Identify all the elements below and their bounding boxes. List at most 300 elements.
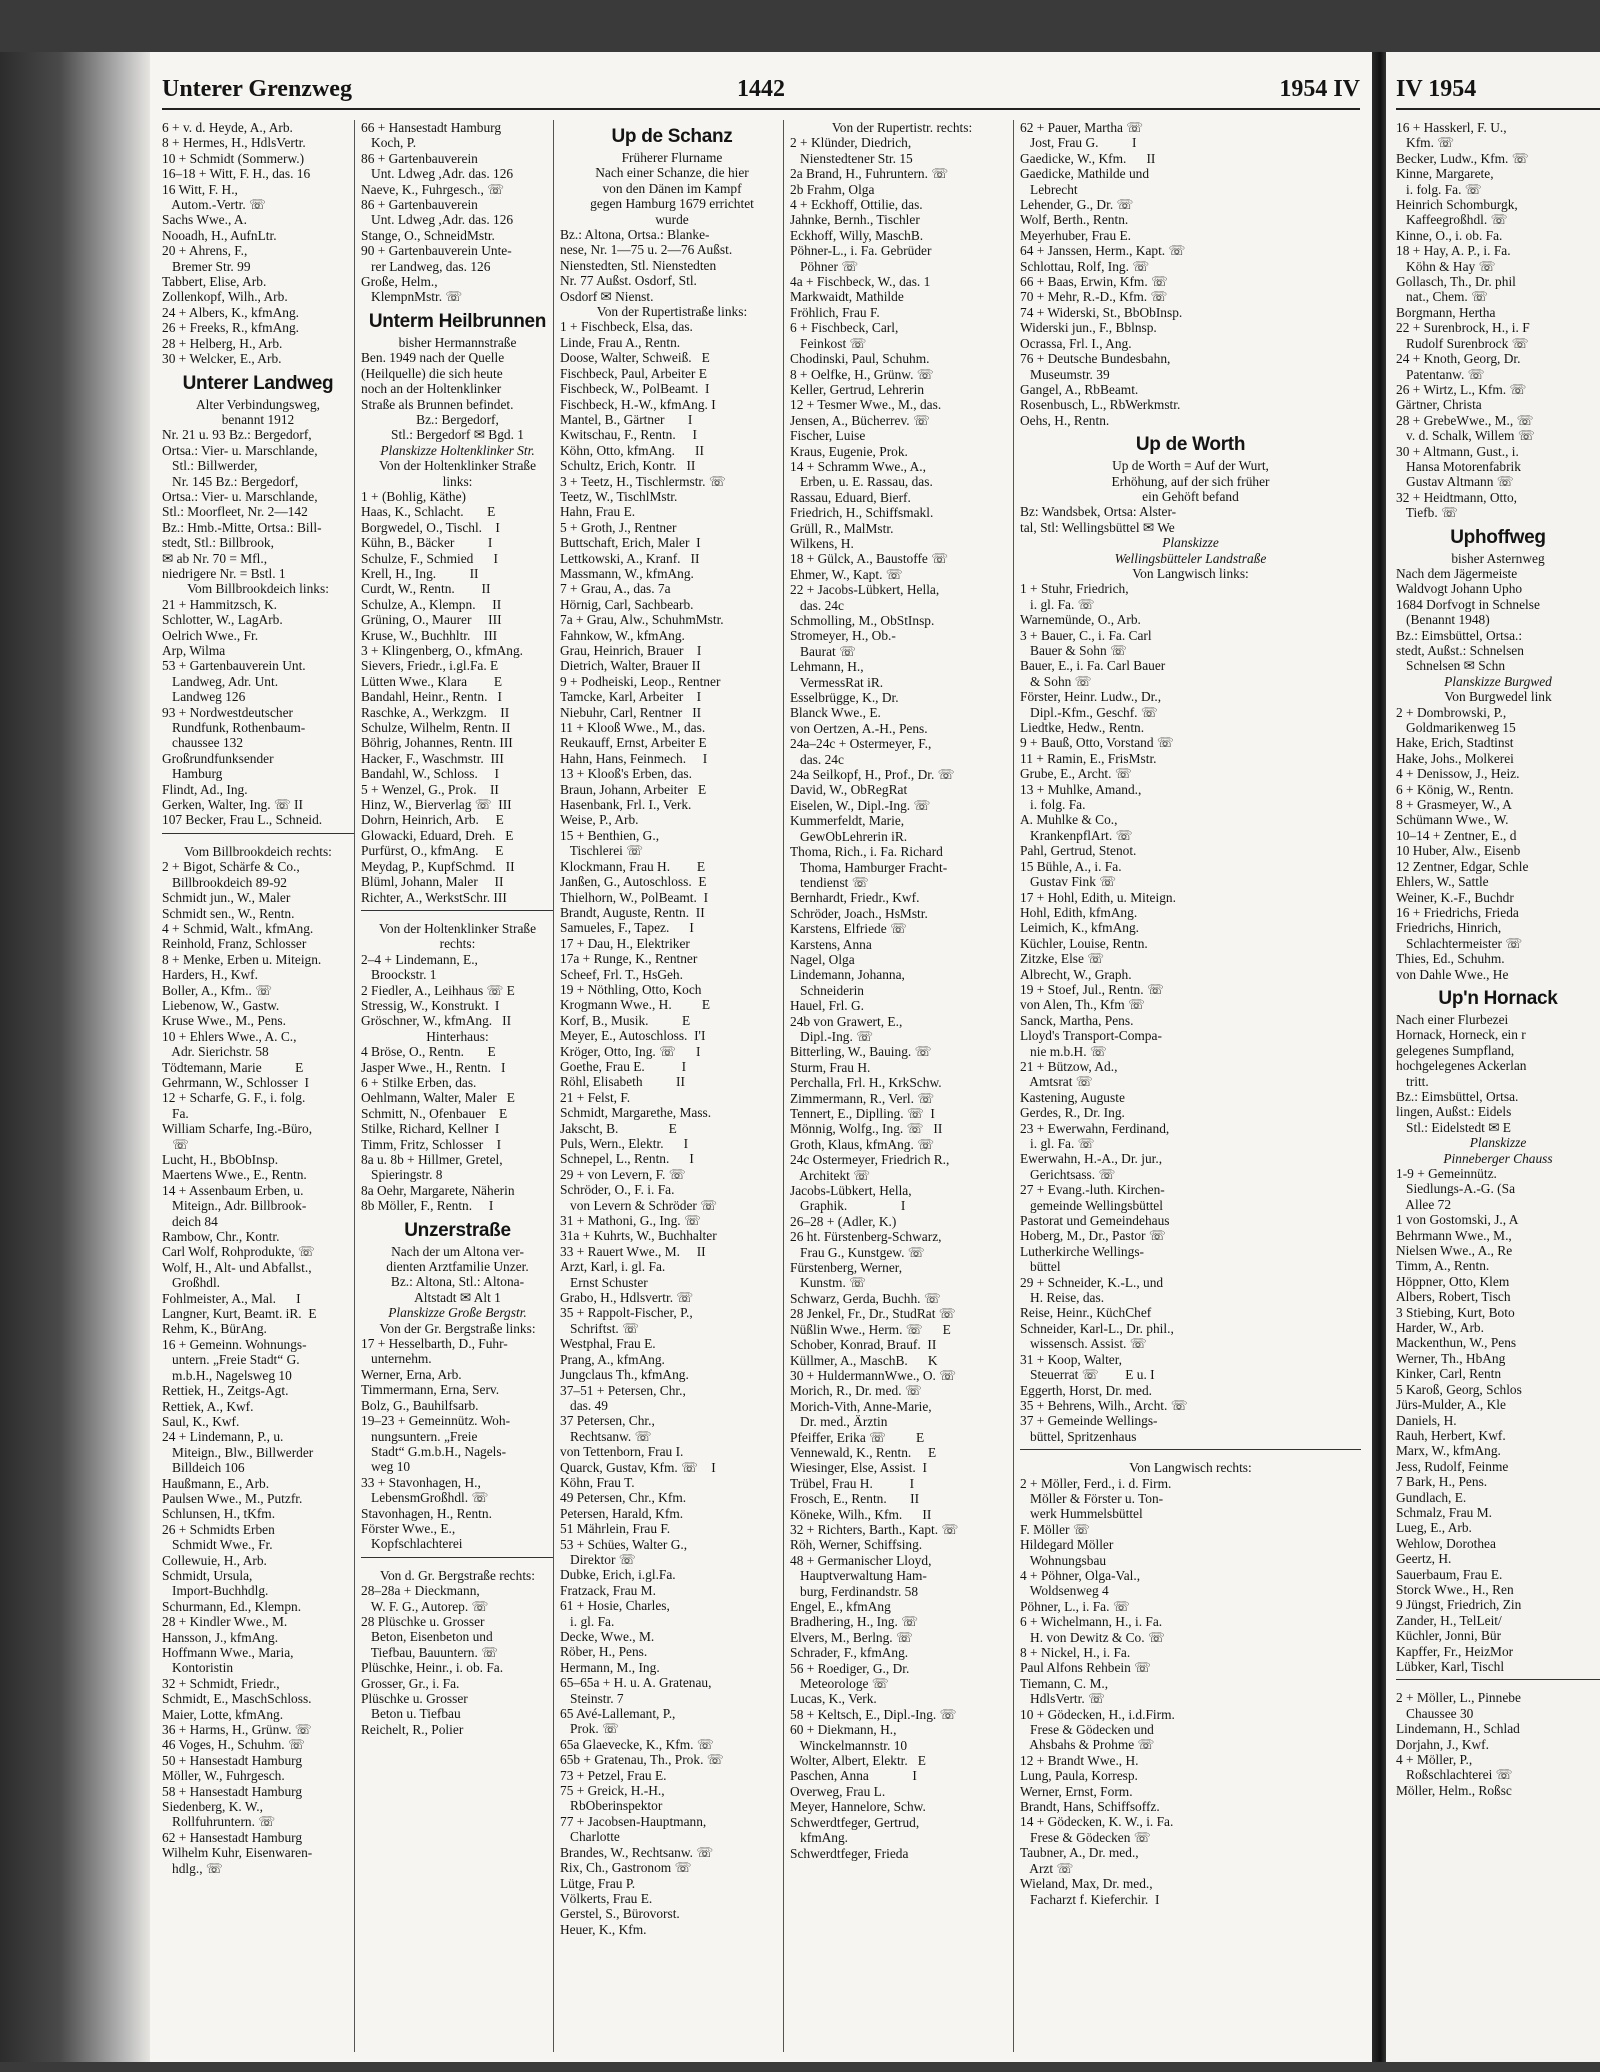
directory-entry: 3 Stiebing, Kurt, Boto xyxy=(1396,1304,1515,1320)
directory-entry: Nienstedten, Stl. Nienstedten xyxy=(560,257,717,273)
directory-entry: Von Burgwedel link xyxy=(1444,689,1552,705)
directory-entry: 15 Bühle, A., i. Fa. xyxy=(1020,858,1122,874)
directory-entry: Mönnig, Wolfg., Ing. ☏ II xyxy=(790,1121,943,1137)
directory-entry: 19–23 + Gemeinnütz. Woh- xyxy=(361,1413,511,1429)
directory-entry: 46 Voges, H., Schuhm. ☏ xyxy=(162,1737,305,1753)
directory-entry: Kunstm. ☏ xyxy=(790,1275,866,1291)
directory-entry: Broockstr. 1 xyxy=(361,967,437,983)
directory-entry: Up de Worth = Auf der Wurt, xyxy=(1112,458,1269,474)
directory-entry: 21 + Hammitzsch, K. xyxy=(162,596,278,612)
directory-entry: 30 + Welcker, E., Arb. xyxy=(162,351,282,367)
directory-entry: Gaedicke, W., Kfm. II xyxy=(1020,150,1156,166)
directory-entry: Erhöhung, auf der sich früher xyxy=(1111,473,1270,489)
directory-entry: 24a Seilkopf, H., Prof., Dr. ☏ xyxy=(790,767,955,783)
directory-entry: Korf, B., Musik. E xyxy=(560,1012,691,1028)
directory-entry: Schlachtermeister ☏ xyxy=(1396,935,1523,951)
directory-entry: dienten Arztfamilie Unzer. xyxy=(386,1259,529,1275)
directory-entry: 26 + Schmidts Erben xyxy=(162,1521,275,1537)
directory-entry: Stressig, W., Konstrukt. I xyxy=(361,997,500,1013)
directory-entry: Nüßlin Wwe., Herm. ☏ E xyxy=(790,1321,951,1337)
directory-entry: Janßen, G., Autoschloss. E xyxy=(560,874,707,890)
directory-entry: Glowacki, Eduard, Dreh. E xyxy=(361,827,514,843)
directory-entry: 17a + Runge, K., Rentner xyxy=(560,951,698,967)
directory-entry: Tabbert, Elise, Arb. xyxy=(162,274,267,290)
directory-entry: Gustav Altmann ☏ xyxy=(1396,474,1514,490)
directory-entry: Wolter, Albert, Elektr. E xyxy=(790,1753,926,1769)
directory-entry: Schröder, Joach., HsMstr. xyxy=(790,905,928,921)
directory-entry: Trübel, Frau H. I xyxy=(790,1475,915,1491)
directory-entry: 6 + Wichelmann, H., i. Fa. xyxy=(1020,1614,1163,1630)
directory-entry: Vom Billbrookdeich rechts: xyxy=(184,843,332,859)
directory-entry: Sauerbaum, Frau E. xyxy=(1396,1566,1503,1582)
directory-entry: Gerichtsass. ☏ xyxy=(1020,1166,1116,1182)
directory-entry: Fischbeck, W., PolBeamt. I xyxy=(560,381,710,397)
directory-entry: 22 + Surenbrock, H., i. F xyxy=(1396,320,1530,336)
directory-entry: von Dahle Wwe., He xyxy=(1396,966,1509,982)
directory-entry: 27 + Evang.-luth. Kirchen- xyxy=(1020,1182,1165,1198)
directory-entry: 5 + Wenzel, G., Prok. II xyxy=(361,781,499,797)
directory-entry: 10 + Gödecken, H., i.d.Firm. xyxy=(1020,1706,1175,1722)
directory-column-2 xyxy=(354,120,554,2052)
directory-entry: 31 + Koop, Walter, xyxy=(1020,1351,1123,1367)
directory-entry: 3 + Teetz, H., Tischlermstr. ☏ xyxy=(560,473,726,489)
directory-entry: Bitterling, W., Bauing. ☏ xyxy=(790,1044,932,1060)
directory-entry: Liebenow, W., Gastw. xyxy=(162,997,280,1013)
directory-entry: 11 + Klooß Wwe., M., das. xyxy=(560,720,706,736)
directory-entry: Wilkens, H. xyxy=(790,535,854,551)
directory-entry: Ben. 1949 nach der Quelle xyxy=(361,350,505,366)
directory-entry: Pöhner ☏ xyxy=(790,258,859,274)
directory-entry: 28–28a + Dieckmann, xyxy=(361,1583,480,1599)
directory-entry: nie m.b.H. ☏ xyxy=(1020,1043,1107,1059)
directory-entry: Behrmann Wwe., M., xyxy=(1396,1227,1512,1243)
directory-entry: Hacker, F., Waschmstr. III xyxy=(361,750,504,766)
directory-entry: Gerken, Walter, Ing. ☏ II xyxy=(162,797,303,813)
directory-entry: H. von Dewitz & Co. ☏ xyxy=(1020,1629,1165,1645)
directory-entry: Kastening, Auguste xyxy=(1020,1089,1125,1105)
directory-entry: von Oertzen, A.-H., Pens. xyxy=(790,720,928,736)
directory-entry: Weiner, K.-F., Buchdr xyxy=(1396,889,1514,905)
directory-entry: Planskizze xyxy=(1162,535,1219,551)
directory-entry: Morich-Vith, Anne-Marie, xyxy=(790,1398,932,1414)
directory-entry: Stange, O., SchneidMstr. xyxy=(361,227,495,243)
directory-entry: Autom.-Vertr. ☏ xyxy=(162,197,266,213)
directory-entry: Zollenkopf, Wilh., Arb. xyxy=(162,289,288,305)
directory-entry: Nr. 145 Bz.: Bergedorf, xyxy=(162,473,299,489)
directory-entry: 32 + Richters, Barth., Kapt. ☏ xyxy=(790,1521,959,1537)
directory-entry: LebensmGroßhdl. ☏ xyxy=(361,1490,489,1506)
directory-entry: von Levern & Schröder ☏ xyxy=(560,1197,717,1213)
book-gutter xyxy=(1372,52,1386,2062)
directory-entry: Miteign., Blw., Billwerder xyxy=(162,1444,314,1460)
directory-entry: Jess, Rudolf, Feinme xyxy=(1396,1458,1509,1474)
directory-entry: 12 + Scharfe, G. F., i. folg. xyxy=(162,1090,306,1106)
street-heading: Unterm Heilbrunnen xyxy=(368,310,547,332)
directory-entry: Geertz, H. xyxy=(1396,1551,1452,1567)
directory-entry: Nach einer Flurbezei xyxy=(1396,1011,1509,1027)
directory-entry: bisher Asternweg xyxy=(1451,550,1545,566)
directory-entry: 5 Karoß, Georg, Schlos xyxy=(1396,1381,1522,1397)
directory-entry: Wellingsbütteler Landstraße xyxy=(1114,550,1267,566)
directory-entry: lingen, Außst.: Eidels xyxy=(1396,1104,1512,1120)
directory-entry: Von d. Gr. Bergstraße rechts: xyxy=(380,1567,535,1583)
directory-entry: Böhrig, Johannes, Rentn. III xyxy=(361,735,513,751)
directory-entry: niedrigere Nr. = Bstl. 1 xyxy=(162,565,286,581)
directory-entry: 50 + Hansestadt Hamburg xyxy=(162,1752,303,1768)
directory-entry: Schrader, F., kfmAng. xyxy=(790,1645,909,1661)
directory-entry: Ocrassa, Frl. I., Ang. xyxy=(1020,335,1132,351)
directory-entry: Buttschaft, Erich, Maler I xyxy=(560,535,701,551)
directory-entry: Nagel, Olga xyxy=(790,951,855,967)
directory-entry: Nach einer Schanze, die hier xyxy=(595,165,749,181)
directory-entry: Schwerdtfeger, Frieda xyxy=(790,1845,909,1861)
directory-entry: Harders, H., Kwf. xyxy=(162,967,258,983)
directory-entry: werk Hummelsbüttel xyxy=(1020,1506,1143,1522)
directory-entry: Lehender, G., Dr. ☏ xyxy=(1020,197,1134,213)
directory-entry: 18 + Hay, A. P., i. Fa. xyxy=(1396,243,1511,259)
directory-entry: 3 + Klingenberg, O., kfmAng. xyxy=(361,643,524,658)
directory-entry: Jahnke, Bernh., Tischler xyxy=(790,212,920,228)
directory-entry: Naeve, K., Fuhrgesch., ☏ xyxy=(361,181,504,197)
directory-entry: hochgelegenes Ackerlan xyxy=(1396,1058,1527,1074)
directory-entry: Arp, Wilma xyxy=(162,643,226,658)
street-heading: Uphoffweg xyxy=(1450,526,1546,548)
directory-entry: rechts: xyxy=(439,936,476,952)
directory-entry: Kwitschau, F., Rentn. I xyxy=(560,427,697,443)
directory-entry: 18 + Gülck, A., Baustoffe ☏ xyxy=(790,551,948,567)
directory-entry: Hamburg xyxy=(162,766,223,782)
directory-entry: 35 + Rappolt-Fischer, P., xyxy=(560,1305,693,1321)
facing-page-header xyxy=(1396,72,1600,110)
directory-entry: Gehrmann, W., Schlosser I xyxy=(162,1074,309,1090)
directory-entry: Grabo, H., Hdlsvertr. ☏ xyxy=(560,1290,694,1306)
directory-entry: Lebrecht xyxy=(1020,181,1078,197)
directory-entry: i. folg. Fa. ☏ xyxy=(1396,181,1482,197)
directory-entry: RbOberinspektor xyxy=(560,1798,663,1814)
directory-entry: Kröger, Otto, Ing. ☏ I xyxy=(560,1043,701,1059)
directory-entry: Siedlungs-A.-G. (Sa xyxy=(1396,1181,1516,1197)
directory-entry: Baurat ☏ xyxy=(790,643,856,659)
directory-entry: Hornack, Horneck, ein r xyxy=(1396,1027,1526,1043)
directory-entry: Kraus, Eugenie, Prok. xyxy=(790,443,908,459)
directory-entry: Kontoristin xyxy=(162,1660,234,1676)
directory-entry: Billdeich 106 xyxy=(162,1460,245,1476)
directory-entry: 26–28 + (Adler, K.) xyxy=(790,1213,897,1229)
directory-entry: 24 + Albers, K., kfmAng. xyxy=(162,304,299,320)
directory-entry: 74 + Widerski, St., BbObInsp. xyxy=(1020,304,1183,320)
directory-entry: Roßschlachterei ☏ xyxy=(1396,1767,1513,1783)
directory-entry: Ehlers, W., Sattle xyxy=(1396,874,1489,890)
directory-entry: Alter Verbindungsweg, xyxy=(196,396,320,412)
directory-entry: 30 + Altmann, Gust., i. xyxy=(1396,443,1519,459)
directory-entry: Wehlow, Dorothea xyxy=(1396,1535,1496,1551)
directory-entry: Schulze, Wilhelm, Rentn. II xyxy=(361,720,511,736)
directory-entry: Möller, Helm., Roßsc xyxy=(1396,1782,1512,1798)
directory-entry: 75 + Greick, H.-H., xyxy=(560,1783,665,1799)
directory-entry: burg, Ferdinandstr. 58 xyxy=(790,1583,919,1599)
directory-entry: Quarck, Gustav, Kfm. ☏ I xyxy=(560,1459,716,1475)
directory-entry: F. Möller ☏ xyxy=(1020,1521,1090,1537)
directory-entry: Albers, Robert, Tisch xyxy=(1396,1289,1511,1305)
directory-entry: Zander, H., TelLeit/ xyxy=(1396,1612,1502,1628)
directory-entry: Haas, K., Schlacht. E xyxy=(361,504,496,520)
directory-entry: Lloyd's Transport-Compa- xyxy=(1020,1028,1162,1044)
directory-entry: Winckelmannstr. 10 xyxy=(790,1737,908,1753)
directory-entry: Meydag, P., KupfSchmd. II xyxy=(361,858,515,874)
header-year-part: 1954 IV xyxy=(1279,76,1360,102)
directory-entry: Kinker, Carl, Rentn xyxy=(1396,1366,1502,1382)
directory-entry: Friedrich, H., Schiffsmakl. xyxy=(790,505,934,521)
directory-entry: KrankenpflArt. ☏ xyxy=(1020,827,1133,843)
section-divider xyxy=(361,910,554,921)
directory-entry: 11 + Ramin, E., FrisMstr. xyxy=(1020,750,1157,766)
directory-entry: Heuer, K., Kfm. xyxy=(560,1921,647,1937)
directory-columns xyxy=(162,120,1360,2052)
directory-entry: 21 + Bützow, Ad., xyxy=(1020,1058,1118,1074)
directory-entry: Schmidt, Ursula, xyxy=(162,1567,253,1583)
directory-entry: ein Gehöft befand xyxy=(1142,488,1239,504)
directory-entry: gegen Hamburg 1679 errichtet xyxy=(590,196,754,212)
directory-entry: Lueg, E., Arb. xyxy=(1396,1520,1472,1536)
directory-entry: 17 + Dau, H., Elektriker xyxy=(560,935,690,951)
directory-entry: 8a Oehr, Margarete, Näherin xyxy=(361,1182,515,1198)
directory-entry: Gustav Fink ☏ xyxy=(1020,874,1116,890)
directory-entry: 4 + Möller, P., xyxy=(1396,1752,1473,1768)
directory-entry: Zitzke, Else ☏ xyxy=(1020,951,1105,967)
directory-entry: das. 49 xyxy=(560,1397,608,1413)
directory-entry: Hermann, M., Ing. xyxy=(560,1659,660,1675)
directory-entry: Rassau, Eduard, Bierf. xyxy=(790,489,911,505)
directory-entry: Rundfunk, Rothenbaum- xyxy=(162,720,306,736)
directory-entry: Gerstel, S., Bürovorst. xyxy=(560,1906,680,1922)
directory-entry: Blanck Wwe., E. xyxy=(790,705,881,721)
directory-entry: Decke, Wwe., M. xyxy=(560,1629,655,1644)
directory-entry: 8 + Grasmeyer, W., A xyxy=(1396,797,1512,813)
directory-entry: HdlsVertr. ☏ xyxy=(1020,1691,1105,1707)
directory-entry: Beton u. Tiefbau xyxy=(361,1706,461,1722)
directory-entry: Planskizze Burgwed xyxy=(1444,673,1552,689)
directory-entry: Stl.: Moorfleet, Nr. 2—142 xyxy=(162,504,308,520)
directory-entry: Pastorat und Gemeindehaus xyxy=(1020,1213,1170,1229)
directory-entry: 16–18 + Witt, F. H., das. 16 xyxy=(162,166,311,182)
directory-entry: Thoma, Hamburger Fracht- xyxy=(790,859,948,875)
directory-entry: 9 Jüngst, Friedrich, Zin xyxy=(1396,1597,1522,1613)
directory-entry: Nach der um Altona ver- xyxy=(391,1243,524,1259)
directory-entry: Plüschke, Heinr., i. ob. Fa. xyxy=(361,1660,504,1676)
directory-entry: Unt. Ldweg ,Adr. das. 126 xyxy=(361,166,514,182)
directory-entry: Hahn, Frau E. xyxy=(560,504,636,520)
directory-entry: 8 + Menke, Erben u. Miteign. xyxy=(162,951,322,967)
directory-entry: Thoma, Rich., i. Fa. Richard xyxy=(790,844,943,860)
directory-entry: Schurmann, Ed., Klempn. xyxy=(162,1598,302,1614)
directory-entry: Pfeiffer, Erika ☏ E xyxy=(790,1429,925,1445)
directory-entry: Hohl, Edith, kfmAng. xyxy=(1020,904,1138,920)
directory-entry: Hasenbank, Frl. I., Verk. xyxy=(560,797,692,813)
directory-entry: Architekt ☏ xyxy=(790,1167,870,1183)
directory-entry: Schnelsen ✉ Schn xyxy=(1396,658,1506,674)
directory-entry: Meyer, Hannelore, Schw. xyxy=(790,1799,926,1815)
directory-entry: Lucht, H., BbObInsp. xyxy=(162,1152,279,1167)
directory-entry: kfmAng. xyxy=(790,1830,849,1846)
directory-entry: 17 + Hesselbarth, D., Fuhr- xyxy=(361,1336,508,1352)
directory-entry: Harder, W., Arb. xyxy=(1396,1320,1484,1336)
directory-entry: 2 Fiedler, A., Leihhaus ☏ E xyxy=(361,982,515,998)
directory-entry: Tennert, E., Diplling. ☏ I xyxy=(790,1106,935,1121)
directory-entry: Förster, Heinr. Ludw., Dr., xyxy=(1020,689,1162,705)
directory-entry: Schlunsen, H., tKfm. xyxy=(162,1506,276,1522)
directory-entry: Von Langwisch links: xyxy=(1132,565,1249,581)
directory-entry: Altstadt ✉ Alt 1 xyxy=(414,1289,501,1305)
directory-entry: Sturm, Frau H. xyxy=(790,1059,871,1075)
street-heading: Up de Schanz xyxy=(611,126,733,147)
directory-entry: Goethe, Frau E. I xyxy=(560,1058,687,1074)
directory-entry: Dr. med., Ärztin xyxy=(790,1414,888,1430)
directory-entry: 93 + Nordwestdeutscher xyxy=(162,704,294,720)
directory-entry: Hansson, J., kfmAng. xyxy=(162,1629,279,1645)
directory-entry: Siedenberg, K. W., xyxy=(162,1799,263,1815)
directory-entry: Jensen, A., Bücherrev. ☏ xyxy=(790,412,930,428)
directory-entry: Planskizze Holtenklinker Str. xyxy=(380,442,535,458)
directory-entry: 31a + Kuhrts, W., Buchhalter xyxy=(560,1228,717,1244)
directory-entry: Chaussee 30 xyxy=(1396,1705,1474,1721)
directory-entry: 66 + Hansestadt Hamburg xyxy=(361,120,502,135)
directory-entry: Schmidt jun., W., Maler xyxy=(162,890,291,906)
directory-entry: Rudolf Surenbrock ☏ xyxy=(1396,335,1529,351)
directory-entry: Fischer, Luise xyxy=(790,428,866,444)
directory-entry: Jost, Frau G. I xyxy=(1020,135,1137,151)
directory-entry: Bz.: Eimsbüttel, Ortsa.: xyxy=(1396,627,1523,643)
directory-entry: 70 + Mehr, R.-D., Kfm. ☏ xyxy=(1020,289,1168,305)
directory-entry: Spieringstr. 8 xyxy=(361,1167,443,1183)
section-divider xyxy=(1020,1449,1361,1460)
directory-entry: 2 + Bigot, Schärfe & Co., xyxy=(162,859,300,875)
directory-entry: 8 + Oelfke, H., Grünw. ☏ xyxy=(790,366,934,382)
directory-entry: Stl.: Billwerder, xyxy=(162,458,258,474)
directory-entry: 24a–24c + Ostermeyer, F., xyxy=(790,736,932,752)
directory-entry: Von der Rupertistraße links: xyxy=(596,304,748,320)
directory-entry: Koch, P. xyxy=(361,135,417,151)
directory-entry: Bradhering, H., Ing. ☏ xyxy=(790,1614,918,1630)
directory-entry: Bandahl, Heinr., Rentn. I xyxy=(361,689,502,705)
directory-entry: Amtsrat ☏ xyxy=(1020,1074,1093,1090)
directory-entry: 16 + Hasskerl, F. U., xyxy=(1396,120,1507,135)
directory-entry: Dorjahn, J., Kwf. xyxy=(1396,1736,1489,1752)
directory-entry: Facharzt f. Kieferchir. I xyxy=(1020,1891,1160,1907)
directory-entry: Kopfschlachterei xyxy=(361,1536,463,1552)
page-header xyxy=(162,72,1360,110)
directory-entry: 90 + Gartenbauverein Unte- xyxy=(361,243,512,259)
directory-entry: 13 + Klooß's Erben, das. xyxy=(560,766,692,782)
street-heading: Unzerstraße xyxy=(404,1219,511,1241)
directory-entry: Zimmermann, R., Verl. ☏ xyxy=(790,1090,935,1106)
directory-entry: 60 + Diekmann, H., xyxy=(790,1722,897,1738)
directory-entry: 26 + Freeks, R., kfmAng. xyxy=(162,320,299,336)
directory-entry: Jungclaus Th., kfmAng. xyxy=(560,1367,689,1383)
directory-entry: Arzt ☏ xyxy=(1020,1860,1074,1876)
street-heading: Unterer Landweg xyxy=(182,372,334,394)
directory-entry: 77 + Jacobsen-Hauptmann, xyxy=(560,1813,707,1829)
directory-entry: Waldvogt Johann Upho xyxy=(1396,581,1523,597)
directory-entry: Lung, Paula, Korresp. xyxy=(1020,1768,1138,1784)
directory-entry: Schümann Wwe., W. xyxy=(1396,812,1509,828)
directory-entry: Möller, W., Fuhrgesch. xyxy=(162,1768,285,1784)
directory-entry: Widerski jun., F., Bblnsp. xyxy=(1020,320,1157,336)
directory-entry: 35 + Behrens, Wilh., Archt. ☏ xyxy=(1020,1397,1188,1413)
directory-entry: Fischbeck, H.-W., kfmAng. I xyxy=(560,396,716,412)
directory-entry: Lucas, K., Verk. xyxy=(790,1691,877,1707)
section-divider xyxy=(361,1557,554,1568)
directory-entry: Engel, E., kfmAng xyxy=(790,1599,891,1614)
directory-entry: Kfm. ☏ xyxy=(1396,135,1455,151)
directory-entry: Bauer & Sohn ☏ xyxy=(1020,643,1127,658)
section-divider xyxy=(1396,1679,1600,1690)
directory-entry: 23 + Ewerwahn, Ferdinand, xyxy=(1020,1120,1170,1136)
directory-entry: ☏ xyxy=(162,1136,189,1152)
directory-entry: m.b.H., Nagelsweg 10 xyxy=(162,1367,292,1383)
directory-entry: Grüning, O., Maurer III xyxy=(361,612,502,628)
directory-entry: Hauptverwaltung Ham- xyxy=(790,1568,927,1584)
directory-entry: Maertens Wwe., E., Rentn. xyxy=(162,1167,307,1183)
directory-entry: Gundlach, E. xyxy=(1396,1489,1467,1505)
directory-entry: Bz: Wandsbek, Ortsa: Alster- xyxy=(1020,504,1177,520)
directory-entry: Köhn & Hay ☏ xyxy=(1396,258,1496,274)
directory-entry: 33 + Rauert Wwe., M. II xyxy=(560,1243,706,1259)
directory-entry: 14 + Assenbaum Erben, u. xyxy=(162,1182,304,1198)
directory-entry: Thies, Ed., Schuhm. xyxy=(1396,951,1505,967)
directory-entry: H. Reise, das. xyxy=(1020,1290,1105,1306)
directory-entry: Karstens, Elfriede ☏ xyxy=(790,921,907,937)
directory-entry: Pöhner-L., i. Fa. Gebrüder xyxy=(790,243,932,259)
directory-entry: wissensch. Assist. ☏ xyxy=(1020,1336,1147,1352)
directory-entry: 49 Petersen, Chr., Kfm. xyxy=(560,1490,687,1506)
directory-entry: Karstens, Anna xyxy=(790,936,872,952)
directory-entry: 6 + v. d. Heyde, A., Arb. xyxy=(162,120,293,135)
directory-entry: 48 + Germanischer Lloyd, xyxy=(790,1552,932,1568)
directory-entry: 10–14 + Zentner, E., d xyxy=(1396,827,1517,843)
directory-entry: 2 + Dombrowski, P., xyxy=(1396,704,1507,720)
directory-entry: Daniels, H. xyxy=(1396,1412,1457,1428)
directory-entry: Lütge, Frau P. xyxy=(560,1875,636,1891)
directory-entry: Kühn, B., Bäcker I xyxy=(361,535,493,551)
directory-entry: 73 + Petzel, Frau E. xyxy=(560,1767,667,1783)
directory-entry: 7 Bark, H., Pens. xyxy=(1396,1474,1488,1490)
directory-entry: Küllmer, A., MaschB. K xyxy=(790,1352,938,1368)
directory-entry: Bolz, G., Bauhilfsarb. xyxy=(361,1397,479,1413)
directory-entry: Direktor ☏ xyxy=(560,1551,636,1567)
directory-entry: Scheef, Frl. T., HsGeh. xyxy=(560,966,683,982)
directory-entry: Schmolling, M., ObStInsp. xyxy=(790,613,935,628)
directory-entry: Frese & Gödecken ☏ xyxy=(1020,1829,1151,1845)
directory-entry: 24 + Knoth, Georg, Dr. xyxy=(1396,351,1521,367)
directory-entry: David, W., ObRegRat xyxy=(790,782,908,798)
directory-entry: 26 ht. Fürstenberg-Schwarz, xyxy=(790,1229,942,1245)
directory-entry: Linde, Frau A., Rentn. xyxy=(560,334,681,350)
directory-entry: Lindemann, Johanna, xyxy=(790,967,905,983)
directory-column-4 xyxy=(783,120,1014,2052)
book-left-edge xyxy=(0,52,150,2062)
directory-entry: Heinrich Schomburgk, xyxy=(1396,197,1518,213)
directory-entry: Reise, Heinr., KüchChef xyxy=(1020,1305,1152,1321)
directory-entry: Kruse Wwe., M., Pens. xyxy=(162,1013,286,1029)
directory-entry: von den Dänen im Kampf xyxy=(602,180,742,196)
directory-entry: Westphal, Frau E. xyxy=(560,1336,656,1352)
directory-entry: 9 + Bauß, Otto, Vorstand ☏ xyxy=(1020,735,1174,751)
directory-entry: Fröhlich, Frau F. xyxy=(790,304,880,320)
directory-entry: Tiemann, C. M., xyxy=(1020,1675,1109,1691)
directory-entry: Morich, R., Dr. med. ☏ xyxy=(790,1383,922,1399)
directory-entry: Von Langwisch rechts: xyxy=(1129,1460,1252,1476)
directory-entry: Schriftst. ☏ xyxy=(560,1320,639,1336)
